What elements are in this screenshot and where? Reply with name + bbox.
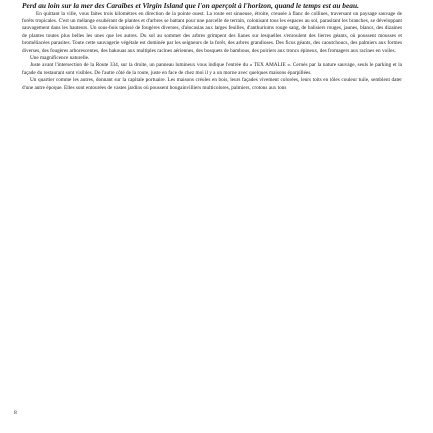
paragraph: En quittant la ville, vous faites trois kilomètres en direction de la pointe ouest. La route est sinueuse, étroite, creusée à flanc de collines, traversant un paysage sauvage de forêts tropicales. C'est un mélange exubérant de plantes et d'arbres se battant pour une parcelle de terrain, colonisant tous les espaces au sol, parasitant les branches, se développant sauvagement dans les hauteurs. Un sous-bois tapissé de fougères diverses, d'alocasias aux larges feuilles, d'anthuriums rouge sang, de balisiers rouges, jaunes, blancs, des dizaines de plantes toutes plus belles les unes que les autres. Du sol au sommet des arbres grimpent des lianes sur lesquelles s'enroulent des lierres géants, où poussent mousses et broméliacées parasites. Toute cette sauvagerie végétale est dominée par les seigneurs de la forêt, des arbres grandioses. Des ficus géants, des caoutchoucs, des palmiers aux formes diverses, des fougères arborescentes, des bakouas aux multiples racines aériennes, des bosquets de bambous, des poiriers aux troncs épineux, des fromagers aux racines en voiles.	[22, 10, 402, 54]
paragraph: Un quartier comme les autres, donnant sur la capitale portuaire. Les maisons créoles en bois, leurs façades vivement colorées, leurs toits en tôles couleur tuile, semblent dater d'une autre époque. Elles sont entourées de vastes jardins où poussent bougainvilliers multicolores, palmiers, crotons aux tons	[22, 77, 402, 91]
paragraph: Juste avant l'intersection de la Route 334, sur la droite, un panneau lumineux vous indique l'entrée du « TEX AMALIE ». Cernés par la nature sauvage, seuls le parking et la façade du restaurant sont visibles. De l'autre côté de la route, juste en face de chez moi il y a un morne avec quelques maisons éparpillées.	[22, 62, 402, 76]
paragraph: Une magnificence naturelle.	[30, 55, 90, 62]
page-number: 8	[14, 410, 17, 416]
section-heading: Perd au loin sur la mer des Caraïbes et Virgin Island que l'on aperçoit à l'horizon, quand le temps est au beau.	[22, 1, 359, 10]
